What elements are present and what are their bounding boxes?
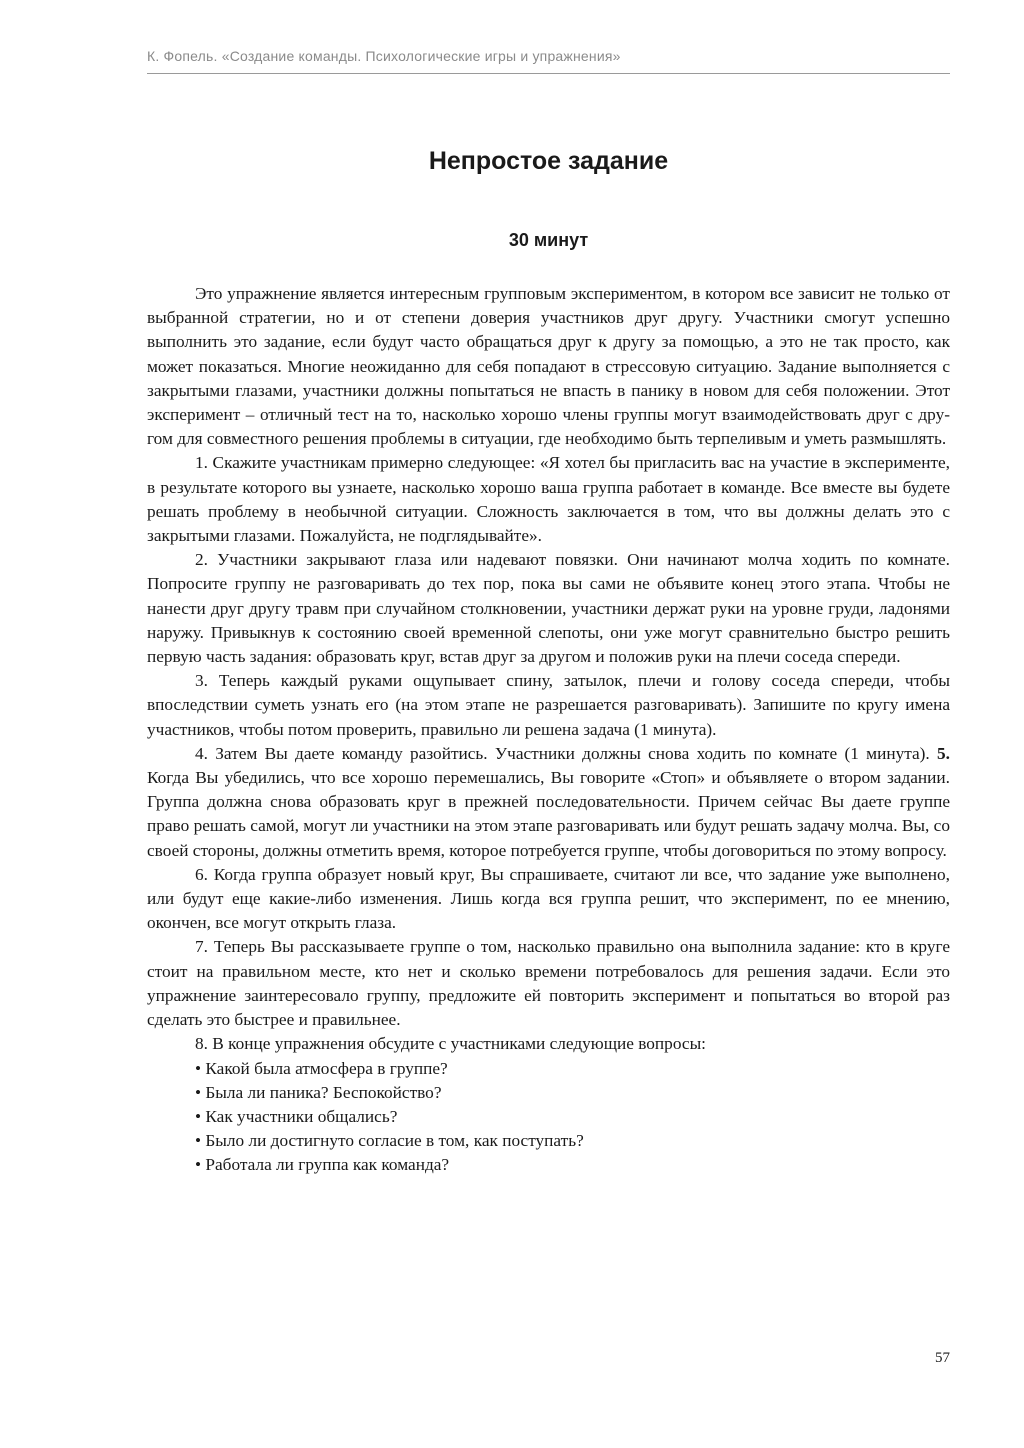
step-5-text: Когда Вы убедились, что все хорошо перемешались, Вы говорите «Стоп» и объявляете о втором задании. Группа должна снова образовать круг в прежней последовательности. Причем сейчас Вы даете группе право решать самой, могут ли участники на этом этапе разговаривать или будут решать задачу молча. Вы, со своей стороны, должны отметить время, которое потребуется группе, чтобы договориться по этому вопросу.: [147, 768, 950, 860]
page-title: Непростое задание: [428, 147, 669, 175]
step-6-paragraph: 6. Когда группа образует новый круг, Вы спрашиваете, считают ли все, что задание уже выполнено, или будут еще какие-либо изменения. Лишь когда вся группа решит, что эксперимент, по ее мнению, окончен, все могут открыть глаза.: [147, 864, 950, 933]
step-1-paragraph: 1. Скажите участникам примерно следующее: «Я хотел бы пригласить вас на участие в эксперименте, в результате которого вы узнаете, насколько хорошо ваша группа работает в команде. Все вместе вы будете решать проблему в необычной ситуации. Сложность заключается в том, что вы должны делать это с закрытыми глазами. Пожалуйста, не подглядывайте».: [147, 453, 950, 546]
question-item: • Какой была атмосфера в группе?: [195, 1058, 448, 1078]
question-item: • Работала ли группа как команда?: [195, 1155, 450, 1175]
body-text: [147, 282, 950, 1178]
step-8-paragraph: 8. В конце упражнения обсудите с участниками следующие вопросы:: [195, 1034, 706, 1054]
step-3-paragraph: 3. Теперь каждый руками ощупывает спину, затылок, плечи и голову соседа спереди, чтобы впоследствии суметь узнать его (на этом этапе не разрешается разговаривать). Запишите по кругу имена участников, чтобы потом проверить, правильно ли решена задача (1 минута).: [147, 671, 950, 739]
question-item: • Было ли достигнуто согласие в том, как поступать?: [195, 1131, 584, 1151]
running-header: К. Фопель. «Создание команды. Психологические игры и упражнения»: [147, 48, 621, 64]
step-7-paragraph: 7. Теперь Вы рассказываете группе о том, насколько правильно она выполнила задание: кто в круге стоит на правильном месте, кто нет и сколько времени потребовалось для решения задачи. Если это упражнение заинтересовало группу, предложите ей повторить эксперимент и попытаться во второй раз сделать это быстрее и правильнее.: [147, 937, 950, 1030]
duration-subtitle: 30 минут: [508, 230, 589, 250]
step-4-text: 4. Затем Вы даете команду разойтись. Участники должны снова ходить по комнате (1 минута).: [195, 743, 938, 763]
intro-paragraph: Это упражнение является интересным групповым экспериментом, в котором все зависит не только от выбранной стратегии, но и от степени доверия участников друг другу. Участники смогут успешно выполнить это задание, если будут часто обращаться друг к другу за помощью, а это не так просто, как может показаться. Многие неожиданно для себя попадают в стрессовую ситуацию. Задание выполняется с закрытыми глазами, участники должны попытаться не впасть в панику в новом для себя положении. Этот эксперимент – отличный тест на то, насколько хорошо члены группы могут взаимодействовать друг с другом для совместного решения проблемы в ситуации, где необходимо быть терпеливым и уметь размышлять.: [147, 284, 950, 449]
step-2-paragraph: 2. Участники закрывают глаза или надевают повязки. Они начинают молча ходить по комнате. Попросите группу не разговаривать до тех пор, пока вы сами не объявите конец этого этапа. Чтобы не нанести друг другу травм при случайном столкновении, участники держат руки на уровне груди, ладонями наружу. Привыкнув к состоянию своей временной слепоты, они уже могут сравнительно быстро решить первую часть задания: образовать круг, встав друг за другом и положив руки на плечи соседа спереди.: [147, 550, 950, 667]
question-item: • Была ли паника? Беспокойство?: [195, 1082, 442, 1102]
header-divider: [147, 73, 950, 74]
step-4-paragraph: [147, 742, 950, 863]
question-item: • Как участники общались?: [195, 1106, 398, 1126]
step-5-number: 5.: [937, 743, 950, 763]
page-number: 57: [935, 1350, 950, 1366]
